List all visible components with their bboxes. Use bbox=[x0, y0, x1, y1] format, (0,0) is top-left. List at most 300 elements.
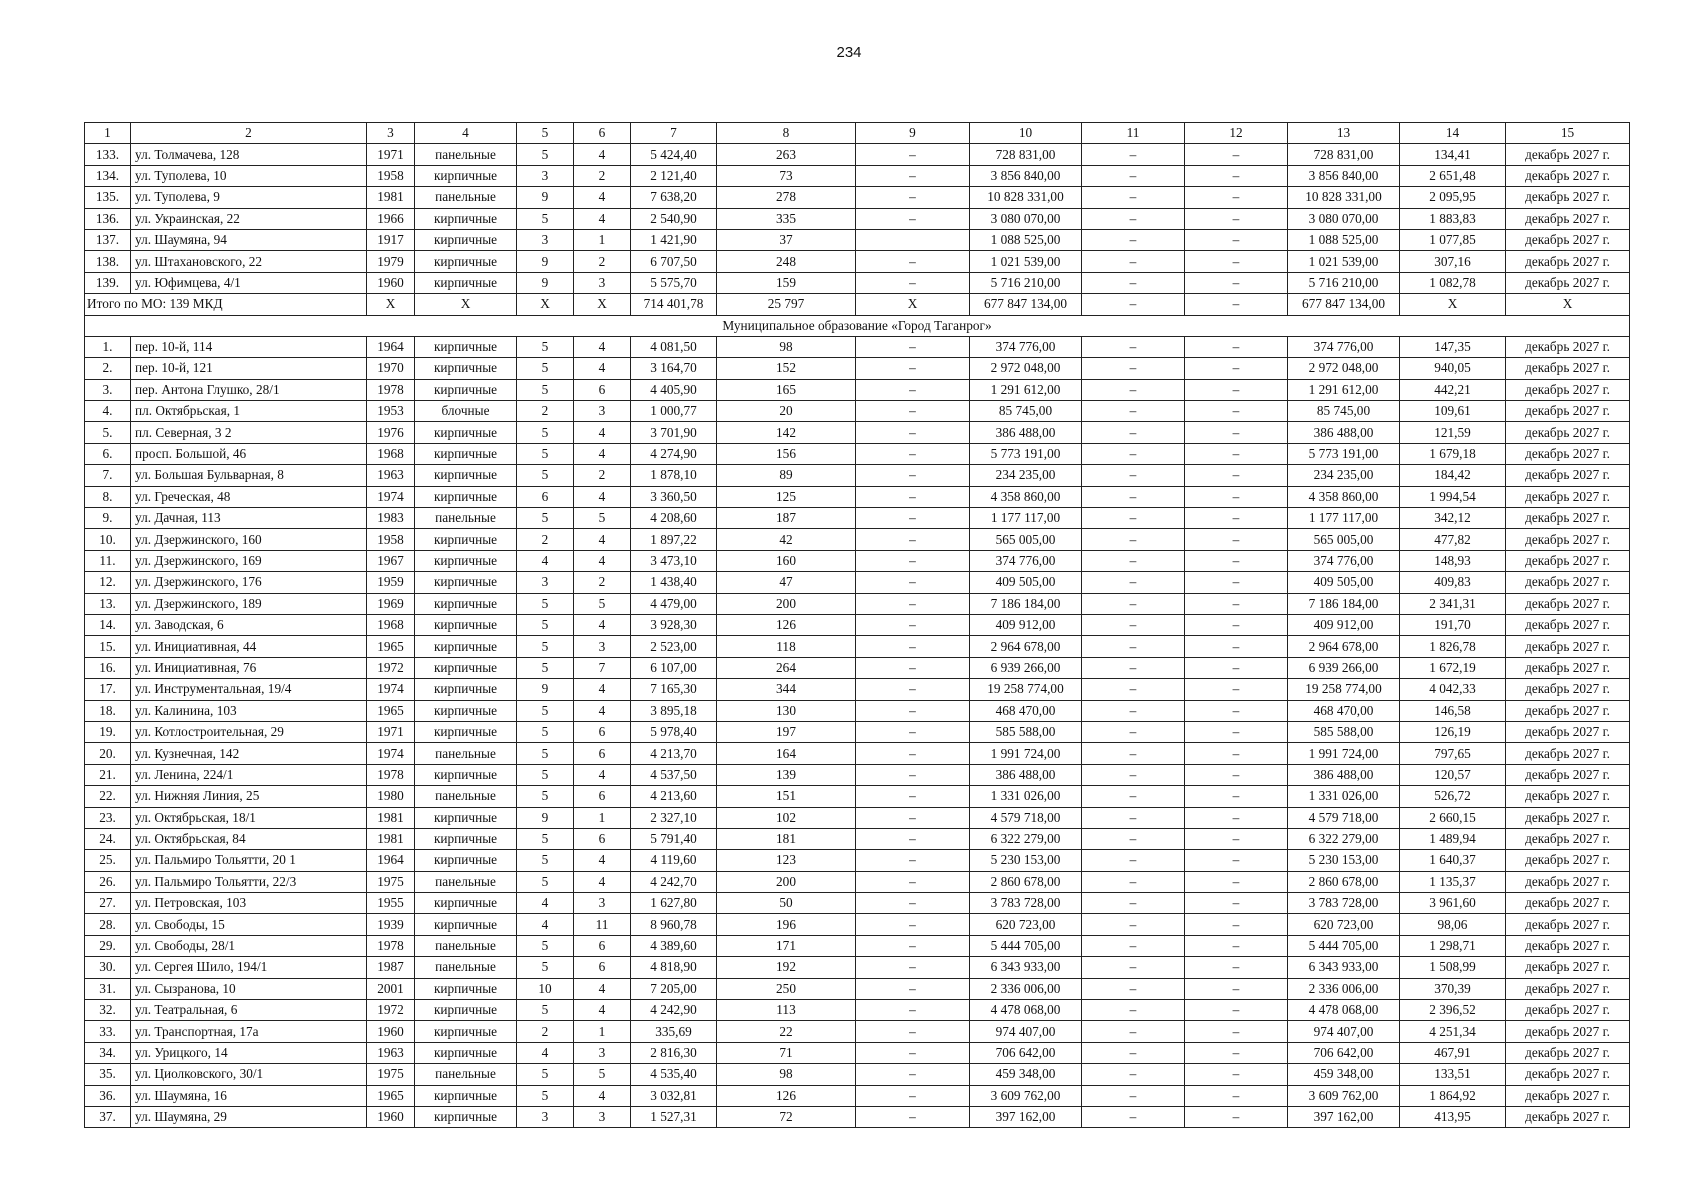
table-cell: кирпичные bbox=[415, 850, 517, 871]
table-cell: – bbox=[856, 871, 970, 892]
table-cell: ул. Заводская, 6 bbox=[131, 614, 367, 635]
table-cell: – bbox=[856, 786, 970, 807]
column-number: 14 bbox=[1400, 123, 1506, 144]
table-cell: кирпичные bbox=[415, 893, 517, 914]
table-cell: 7. bbox=[85, 465, 131, 486]
table-cell: 2 816,30 bbox=[631, 1042, 717, 1063]
table-cell: – bbox=[856, 1021, 970, 1042]
total-cell: 714 401,78 bbox=[631, 294, 717, 315]
table-cell: 5 bbox=[517, 465, 574, 486]
table-cell: 706 642,00 bbox=[970, 1042, 1082, 1063]
table-cell: 4 389,60 bbox=[631, 935, 717, 956]
table-cell: 3 164,70 bbox=[631, 358, 717, 379]
table-cell: 4 bbox=[574, 550, 631, 571]
table-cell: 248 bbox=[717, 251, 856, 272]
table-cell: – bbox=[1185, 1064, 1288, 1085]
table-cell: ул. Петровская, 103 bbox=[131, 893, 367, 914]
table-cell: 3 080 070,00 bbox=[970, 208, 1082, 229]
table-cell bbox=[856, 229, 970, 250]
table-cell: – bbox=[856, 978, 970, 999]
table-cell: 5 bbox=[517, 700, 574, 721]
table-cell: 3 473,10 bbox=[631, 550, 717, 571]
table-cell: 4 bbox=[574, 529, 631, 550]
table-cell: 4 358 860,00 bbox=[1288, 486, 1400, 507]
table-row bbox=[85, 1085, 1630, 1106]
table-cell: декабрь 2027 г. bbox=[1506, 379, 1630, 400]
table-cell: декабрь 2027 г. bbox=[1506, 700, 1630, 721]
table-cell: 42 bbox=[717, 529, 856, 550]
table-cell: 1963 bbox=[367, 1042, 415, 1063]
table-cell: кирпичные bbox=[415, 1106, 517, 1127]
column-number: 12 bbox=[1185, 123, 1288, 144]
table-cell: 5 bbox=[517, 443, 574, 464]
table-cell: 126 bbox=[717, 614, 856, 635]
table-cell: 197 bbox=[717, 721, 856, 742]
table-cell: 1978 bbox=[367, 935, 415, 956]
table-cell: ул. Ленина, 224/1 bbox=[131, 764, 367, 785]
table-cell: 4 bbox=[517, 893, 574, 914]
table-cell: 3 bbox=[574, 636, 631, 657]
table-cell: 4 208,60 bbox=[631, 508, 717, 529]
table-cell: 73 bbox=[717, 165, 856, 186]
table-cell: 2 860 678,00 bbox=[1288, 871, 1400, 892]
column-number: 8 bbox=[717, 123, 856, 144]
table-cell: – bbox=[1185, 764, 1288, 785]
table-cell: 1975 bbox=[367, 1064, 415, 1085]
table-cell: декабрь 2027 г. bbox=[1506, 1021, 1630, 1042]
table-cell: 1959 bbox=[367, 572, 415, 593]
table-cell: 2 972 048,00 bbox=[970, 358, 1082, 379]
table-cell: – bbox=[1185, 1042, 1288, 1063]
table-cell: 1981 bbox=[367, 807, 415, 828]
table-cell: 11 bbox=[574, 914, 631, 935]
table-cell: 118 bbox=[717, 636, 856, 657]
table-cell: декабрь 2027 г. bbox=[1506, 401, 1630, 422]
table-cell: 620 723,00 bbox=[970, 914, 1082, 935]
table-cell: кирпичные bbox=[415, 529, 517, 550]
table-cell: – bbox=[1082, 208, 1185, 229]
table-cell: 5 bbox=[517, 828, 574, 849]
table-cell: – bbox=[856, 251, 970, 272]
table-cell: кирпичные bbox=[415, 636, 517, 657]
table-cell: – bbox=[1185, 486, 1288, 507]
table-cell: – bbox=[856, 679, 970, 700]
table-cell: 5 bbox=[517, 379, 574, 400]
total-cell: X bbox=[517, 294, 574, 315]
table-cell: 137. bbox=[85, 229, 131, 250]
table-cell: 1968 bbox=[367, 443, 415, 464]
table-cell: декабрь 2027 г. bbox=[1506, 721, 1630, 742]
table-cell: 20 bbox=[717, 401, 856, 422]
table-cell: 3 856 840,00 bbox=[970, 165, 1082, 186]
table-cell: – bbox=[856, 336, 970, 357]
table-cell: 409 912,00 bbox=[970, 614, 1082, 635]
table-cell: 19 258 774,00 bbox=[970, 679, 1082, 700]
table-cell: 160 bbox=[717, 550, 856, 571]
table-cell: – bbox=[856, 529, 970, 550]
table-cell: кирпичные bbox=[415, 657, 517, 678]
table-cell: – bbox=[1082, 229, 1185, 250]
table-cell: декабрь 2027 г. bbox=[1506, 657, 1630, 678]
table-cell: 4 479,00 bbox=[631, 593, 717, 614]
table-cell: декабрь 2027 г. bbox=[1506, 893, 1630, 914]
section-row bbox=[85, 315, 1630, 336]
column-number: 5 bbox=[517, 123, 574, 144]
table-cell: декабрь 2027 г. bbox=[1506, 1000, 1630, 1021]
table-cell: 6 bbox=[574, 721, 631, 742]
table-cell: 1 991 724,00 bbox=[1288, 743, 1400, 764]
table-cell: 526,72 bbox=[1400, 786, 1506, 807]
table-cell: 29. bbox=[85, 935, 131, 956]
table-cell: кирпичные bbox=[415, 379, 517, 400]
table-cell: 5. bbox=[85, 422, 131, 443]
table-cell: – bbox=[1185, 786, 1288, 807]
table-cell: – bbox=[1185, 721, 1288, 742]
table-cell: 1972 bbox=[367, 657, 415, 678]
table-cell: ул. Транспортная, 17а bbox=[131, 1021, 367, 1042]
table-cell: – bbox=[1082, 379, 1185, 400]
table-row bbox=[85, 272, 1630, 293]
table-cell: 728 831,00 bbox=[970, 144, 1082, 165]
table-cell: 5 978,40 bbox=[631, 721, 717, 742]
table-cell: – bbox=[856, 721, 970, 742]
total-cell: 25 797 bbox=[717, 294, 856, 315]
table-cell: – bbox=[856, 935, 970, 956]
table-cell: 4 274,90 bbox=[631, 443, 717, 464]
table-cell: кирпичные bbox=[415, 165, 517, 186]
table-cell: кирпичные bbox=[415, 486, 517, 507]
table-cell: 5 bbox=[517, 1000, 574, 1021]
table-cell: – bbox=[1185, 807, 1288, 828]
table-cell: 6 343 933,00 bbox=[1288, 957, 1400, 978]
table-cell: 4 bbox=[574, 486, 631, 507]
table-cell: 24. bbox=[85, 828, 131, 849]
table-cell: 1 672,19 bbox=[1400, 657, 1506, 678]
table-cell: 6 939 266,00 bbox=[1288, 657, 1400, 678]
table-cell: 4 579 718,00 bbox=[970, 807, 1082, 828]
table-cell: 135. bbox=[85, 187, 131, 208]
table-cell: 409 912,00 bbox=[1288, 614, 1400, 635]
table-cell: – bbox=[1082, 721, 1185, 742]
table-cell: 264 bbox=[717, 657, 856, 678]
table-cell: 1 088 525,00 bbox=[970, 229, 1082, 250]
table-cell: 1970 bbox=[367, 358, 415, 379]
table-cell: кирпичные bbox=[415, 1021, 517, 1042]
table-cell: 3 bbox=[574, 401, 631, 422]
table-cell: 31. bbox=[85, 978, 131, 999]
table-cell: панельные bbox=[415, 871, 517, 892]
table-cell: 151 bbox=[717, 786, 856, 807]
housing-repair-table bbox=[84, 122, 1630, 1128]
table-cell: 1955 bbox=[367, 893, 415, 914]
table-cell: 1958 bbox=[367, 529, 415, 550]
table-cell: 200 bbox=[717, 593, 856, 614]
table-cell: 1978 bbox=[367, 764, 415, 785]
table-cell: 6 707,50 bbox=[631, 251, 717, 272]
table-cell: кирпичные bbox=[415, 465, 517, 486]
table-cell: – bbox=[1185, 1085, 1288, 1106]
table-cell: 35. bbox=[85, 1064, 131, 1085]
table-cell: 5 575,70 bbox=[631, 272, 717, 293]
table-cell: 3 609 762,00 bbox=[970, 1085, 1082, 1106]
table-cell: 25. bbox=[85, 850, 131, 871]
table-cell: 4 213,70 bbox=[631, 743, 717, 764]
table-cell: 5 bbox=[517, 743, 574, 764]
table-row bbox=[85, 850, 1630, 871]
table-cell: 4 119,60 bbox=[631, 850, 717, 871]
table-cell: – bbox=[856, 1064, 970, 1085]
table-cell: 9 bbox=[517, 251, 574, 272]
table-cell: 585 588,00 bbox=[1288, 721, 1400, 742]
table-cell: 6 322 279,00 bbox=[1288, 828, 1400, 849]
table-cell: 6 bbox=[574, 828, 631, 849]
table-cell: 17. bbox=[85, 679, 131, 700]
table-cell: 1953 bbox=[367, 401, 415, 422]
table-cell: ул. Дачная, 113 bbox=[131, 508, 367, 529]
table-cell: 1965 bbox=[367, 636, 415, 657]
table-cell: 98 bbox=[717, 336, 856, 357]
total-label: Итого по МО: 139 МКД bbox=[85, 294, 367, 315]
table-cell: 4 bbox=[574, 1085, 631, 1106]
table-cell: декабрь 2027 г. bbox=[1506, 978, 1630, 999]
table-cell: – bbox=[1082, 850, 1185, 871]
column-number: 4 bbox=[415, 123, 517, 144]
table-cell: 4 242,90 bbox=[631, 1000, 717, 1021]
table-row bbox=[85, 508, 1630, 529]
table-cell: 6 322 279,00 bbox=[970, 828, 1082, 849]
table-row bbox=[85, 828, 1630, 849]
table-cell: панельные bbox=[415, 144, 517, 165]
table-cell: 1 331 026,00 bbox=[1288, 786, 1400, 807]
table-cell: 139. bbox=[85, 272, 131, 293]
table-cell: 1. bbox=[85, 336, 131, 357]
table-cell: 126,19 bbox=[1400, 721, 1506, 742]
table-row bbox=[85, 764, 1630, 785]
table-cell: 1963 bbox=[367, 465, 415, 486]
table-cell: 4 bbox=[574, 144, 631, 165]
table-cell: 2001 bbox=[367, 978, 415, 999]
table-cell: 409 505,00 bbox=[970, 572, 1082, 593]
table-cell: – bbox=[856, 743, 970, 764]
table-cell: кирпичные bbox=[415, 229, 517, 250]
column-number: 9 bbox=[856, 123, 970, 144]
table-cell: – bbox=[856, 379, 970, 400]
table-cell: – bbox=[1082, 422, 1185, 443]
table-cell: 2 540,90 bbox=[631, 208, 717, 229]
table-cell: 11. bbox=[85, 550, 131, 571]
table-cell: 5 bbox=[517, 1085, 574, 1106]
table-cell: 4 bbox=[574, 764, 631, 785]
table-cell: 3 783 728,00 bbox=[1288, 893, 1400, 914]
table-cell: 4 bbox=[574, 187, 631, 208]
table-cell: – bbox=[1185, 935, 1288, 956]
table-cell: 413,95 bbox=[1400, 1106, 1506, 1127]
table-cell: кирпичные bbox=[415, 1085, 517, 1106]
table-cell: 370,39 bbox=[1400, 978, 1506, 999]
table-cell: ул. Нижняя Линия, 25 bbox=[131, 786, 367, 807]
table-cell: 4 042,33 bbox=[1400, 679, 1506, 700]
table-cell: – bbox=[1185, 422, 1288, 443]
table-cell: 442,21 bbox=[1400, 379, 1506, 400]
table-row bbox=[85, 935, 1630, 956]
table-cell: 1939 bbox=[367, 914, 415, 935]
table-cell: 164 bbox=[717, 743, 856, 764]
table-cell: 85 745,00 bbox=[970, 401, 1082, 422]
table-cell: 397 162,00 bbox=[970, 1106, 1082, 1127]
table-cell: 1971 bbox=[367, 144, 415, 165]
table-cell: 5 230 153,00 bbox=[1288, 850, 1400, 871]
table-cell: 5 bbox=[517, 336, 574, 357]
table-cell: – bbox=[1082, 978, 1185, 999]
table-cell: ул. Пальмиро Тольятти, 22/3 bbox=[131, 871, 367, 892]
table-cell: 1972 bbox=[367, 1000, 415, 1021]
table-cell: 250 bbox=[717, 978, 856, 999]
table-cell: ул. Инициативная, 76 bbox=[131, 657, 367, 678]
table-cell: 3. bbox=[85, 379, 131, 400]
table-cell: 30. bbox=[85, 957, 131, 978]
table-cell: 4. bbox=[85, 401, 131, 422]
table-cell: декабрь 2027 г. bbox=[1506, 422, 1630, 443]
table-cell: 7 186 184,00 bbox=[970, 593, 1082, 614]
table-cell: 5 791,40 bbox=[631, 828, 717, 849]
total-cell: – bbox=[1082, 294, 1185, 315]
table-cell: панельные bbox=[415, 957, 517, 978]
table-row bbox=[85, 208, 1630, 229]
table-cell: декабрь 2027 г. bbox=[1506, 187, 1630, 208]
table-cell: 134,41 bbox=[1400, 144, 1506, 165]
total-cell: X bbox=[415, 294, 517, 315]
table-cell: 5 716 210,00 bbox=[1288, 272, 1400, 293]
table-row bbox=[85, 358, 1630, 379]
table-cell: – bbox=[856, 443, 970, 464]
table-cell: ул. Инструментальная, 19/4 bbox=[131, 679, 367, 700]
table-cell: 10. bbox=[85, 529, 131, 550]
table-cell: ул. Шаумяна, 29 bbox=[131, 1106, 367, 1127]
table-cell: 5 bbox=[517, 871, 574, 892]
table-cell: – bbox=[1082, 828, 1185, 849]
table-cell: 2. bbox=[85, 358, 131, 379]
table-cell: 3 783 728,00 bbox=[970, 893, 1082, 914]
table-row bbox=[85, 636, 1630, 657]
table-cell: – bbox=[856, 593, 970, 614]
table-cell: 34. bbox=[85, 1042, 131, 1063]
table-cell: – bbox=[1185, 508, 1288, 529]
table-cell: декабрь 2027 г. bbox=[1506, 486, 1630, 507]
total-row bbox=[85, 294, 1630, 315]
table-cell: ул. Туполева, 9 bbox=[131, 187, 367, 208]
total-cell: 677 847 134,00 bbox=[1288, 294, 1400, 315]
table-cell: – bbox=[856, 828, 970, 849]
table-cell: – bbox=[1185, 978, 1288, 999]
table-cell: 4 bbox=[574, 358, 631, 379]
table-cell: 1965 bbox=[367, 700, 415, 721]
table-row bbox=[85, 144, 1630, 165]
table-cell: 139 bbox=[717, 764, 856, 785]
table-cell: 374 776,00 bbox=[1288, 550, 1400, 571]
table-cell: 8 960,78 bbox=[631, 914, 717, 935]
table-cell: 133. bbox=[85, 144, 131, 165]
table-cell: 6 939 266,00 bbox=[970, 657, 1082, 678]
table-cell: 4 478 068,00 bbox=[970, 1000, 1082, 1021]
table-cell: 1974 bbox=[367, 486, 415, 507]
table-cell: декабрь 2027 г. bbox=[1506, 850, 1630, 871]
table-cell: ул. Украинская, 22 bbox=[131, 208, 367, 229]
table-cell: 1 627,80 bbox=[631, 893, 717, 914]
column-number: 13 bbox=[1288, 123, 1400, 144]
table-cell: 5 716 210,00 bbox=[970, 272, 1082, 293]
table-cell: 335,69 bbox=[631, 1021, 717, 1042]
table-cell: 1976 bbox=[367, 422, 415, 443]
table-cell: 9 bbox=[517, 272, 574, 293]
table-cell: 468 470,00 bbox=[1288, 700, 1400, 721]
table-cell: – bbox=[1082, 807, 1185, 828]
table-cell: – bbox=[1082, 1042, 1185, 1063]
table-cell: – bbox=[1185, 614, 1288, 635]
table-cell: 6 bbox=[574, 957, 631, 978]
table-cell: 940,05 bbox=[1400, 358, 1506, 379]
table-row bbox=[85, 786, 1630, 807]
table-cell: 1967 bbox=[367, 550, 415, 571]
table-cell: 165 bbox=[717, 379, 856, 400]
table-row bbox=[85, 807, 1630, 828]
table-cell: – bbox=[856, 272, 970, 293]
table-row bbox=[85, 550, 1630, 571]
table-cell: – bbox=[1082, 465, 1185, 486]
table-cell: декабрь 2027 г. bbox=[1506, 208, 1630, 229]
table-cell: пер. Антона Глушко, 28/1 bbox=[131, 379, 367, 400]
table-cell: 120,57 bbox=[1400, 764, 1506, 785]
table-cell: – bbox=[1082, 187, 1185, 208]
table-cell: – bbox=[856, 465, 970, 486]
column-number: 3 bbox=[367, 123, 415, 144]
table-cell: – bbox=[856, 572, 970, 593]
table-cell: 9. bbox=[85, 508, 131, 529]
table-cell: панельные bbox=[415, 187, 517, 208]
table-cell: 7 186 184,00 bbox=[1288, 593, 1400, 614]
table-cell: 374 776,00 bbox=[1288, 336, 1400, 357]
table-cell: 37 bbox=[717, 229, 856, 250]
table-cell: 4 358 860,00 bbox=[970, 486, 1082, 507]
table-cell: ул. Дзержинского, 160 bbox=[131, 529, 367, 550]
table-cell: 5 bbox=[517, 593, 574, 614]
table-cell: декабрь 2027 г. bbox=[1506, 828, 1630, 849]
table-cell: – bbox=[1082, 764, 1185, 785]
table-cell: – bbox=[1082, 914, 1185, 935]
table-cell: декабрь 2027 г. bbox=[1506, 935, 1630, 956]
table-cell: кирпичные bbox=[415, 614, 517, 635]
table-cell: – bbox=[1185, 636, 1288, 657]
table-row bbox=[85, 401, 1630, 422]
total-cell: X bbox=[856, 294, 970, 315]
table-row bbox=[85, 465, 1630, 486]
table-cell: 1981 bbox=[367, 187, 415, 208]
table-cell: 4 bbox=[574, 871, 631, 892]
table-cell: – bbox=[1185, 850, 1288, 871]
table-cell: – bbox=[856, 614, 970, 635]
table-cell: 335 bbox=[717, 208, 856, 229]
table-cell: – bbox=[856, 550, 970, 571]
table-cell: 5 bbox=[517, 508, 574, 529]
table-cell: 1 640,37 bbox=[1400, 850, 1506, 871]
table-cell: 1 438,40 bbox=[631, 572, 717, 593]
table-cell: 113 bbox=[717, 1000, 856, 1021]
table-cell: – bbox=[1082, 935, 1185, 956]
table-row bbox=[85, 978, 1630, 999]
table-cell: 2 964 678,00 bbox=[1288, 636, 1400, 657]
table-cell: 8. bbox=[85, 486, 131, 507]
table-cell: – bbox=[1082, 272, 1185, 293]
table-cell: – bbox=[856, 700, 970, 721]
